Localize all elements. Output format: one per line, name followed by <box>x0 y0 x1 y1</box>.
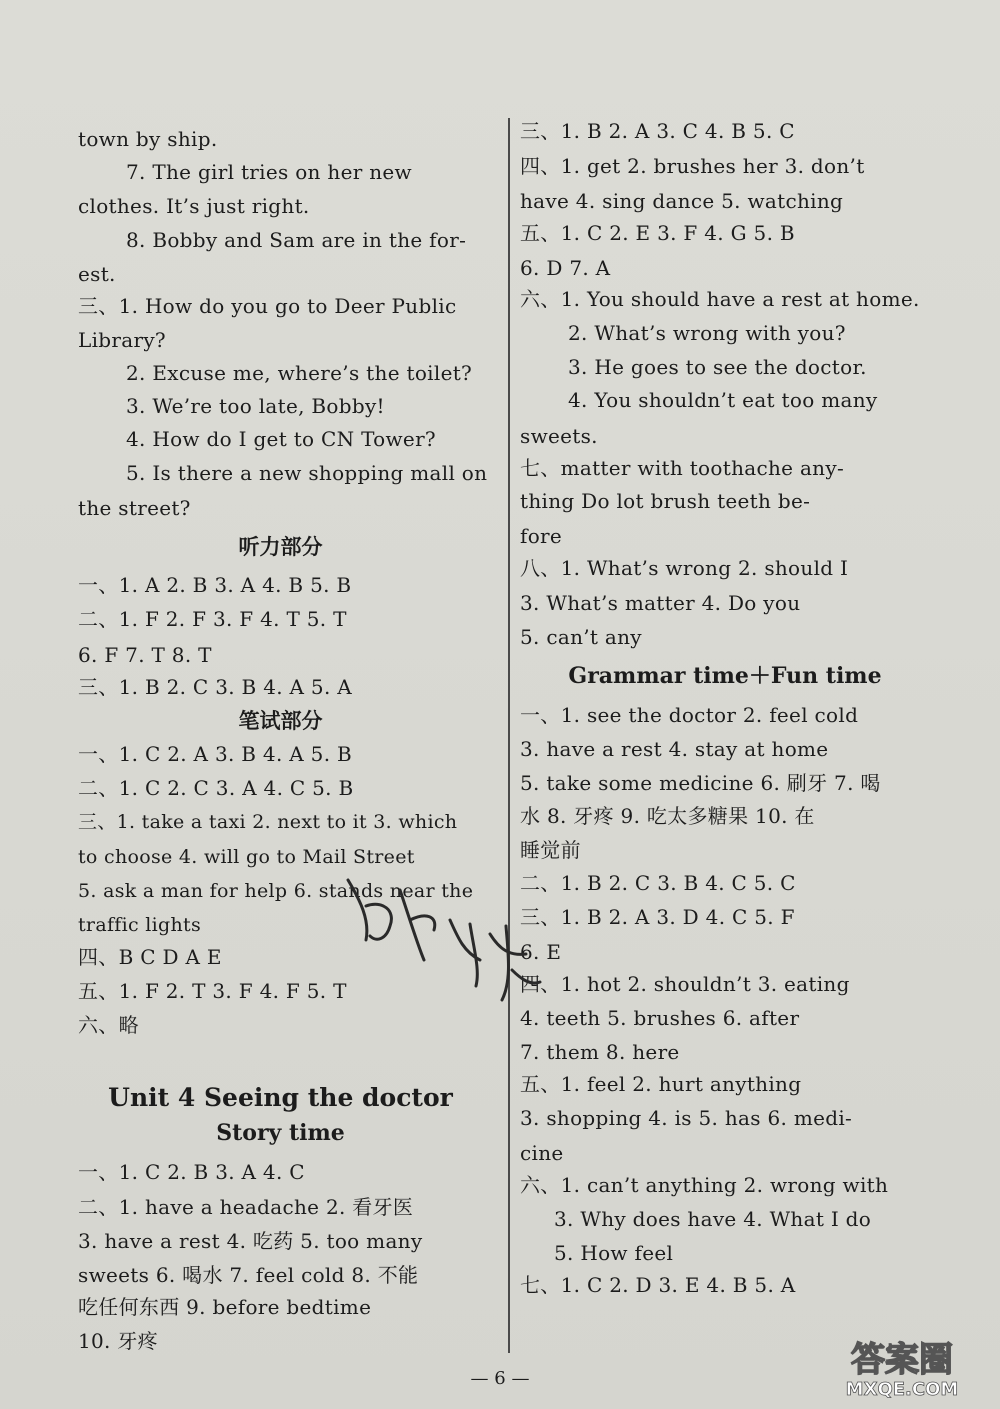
text-line: cine <box>520 1141 564 1165</box>
text-line: have 4. sing dance 5. watching <box>520 189 844 213</box>
text-line: to choose 4. will go to Mail Street <box>78 846 415 868</box>
text-line: 一、1. C 2. B 3. A 4. C <box>78 1160 305 1184</box>
text-line: 四、B C D A E <box>78 945 222 969</box>
text-line: 五、1. F 2. T 3. F 4. F 5. T <box>78 979 347 1003</box>
text-line: 6. F 7. T 8. T <box>78 643 212 667</box>
text-line: 7. The girl tries on her new <box>126 160 412 184</box>
text-line: 6. D 7. A <box>520 256 611 280</box>
text-line: 四、1. get 2. brushes her 3. don’t <box>520 154 865 178</box>
text-line: 五、1. feel 2. hurt anything <box>520 1072 802 1096</box>
text-line: thing Do lot brush teeth be- <box>520 489 811 513</box>
page-number: — 6 — <box>470 1368 530 1389</box>
text-line: sweets 6. 喝水 7. feel cold 8. 不能 <box>78 1263 419 1287</box>
text-line: 4. teeth 5. brushes 6. after <box>520 1006 800 1030</box>
text-line: 3. We’re too late, Bobby! <box>126 394 385 418</box>
text-line: 3. He goes to see the doctor. <box>568 355 867 379</box>
text-line: 5. How feel <box>554 1241 674 1265</box>
text-line: 水 8. 牙疼 9. 吃太多糖果 10. 在 <box>520 804 815 828</box>
text-line: 睡觉前 <box>520 838 581 862</box>
text-line: fore <box>520 524 563 548</box>
text-line: 7. them 8. here <box>520 1040 680 1064</box>
text-line: 6. E <box>520 940 562 964</box>
text-line: 2. What’s wrong with you? <box>568 321 846 345</box>
text-line: 2. Excuse me, where’s the toilet? <box>126 361 473 385</box>
text-line: 一、1. C 2. A 3. B 4. A 5. B <box>78 742 353 766</box>
handwritten-scribble <box>330 860 560 1020</box>
text-line: 3. shopping 4. is 5. has 6. medi- <box>520 1106 853 1130</box>
text-line: traffic lights <box>78 914 202 936</box>
text-line: 三、1. B 2. A 3. D 4. C 5. F <box>520 905 795 929</box>
text-line: 二、1. have a headache 2. 看牙医 <box>78 1195 414 1219</box>
text-line: 七、matter with toothache any- <box>520 456 845 480</box>
text-line: 3. What’s matter 4. Do you <box>520 591 801 615</box>
text-line: est. <box>78 262 116 286</box>
text-line: 七、1. C 2. D 3. E 4. B 5. A <box>520 1273 796 1297</box>
section-heading-listening: 听力部分 <box>238 534 323 559</box>
text-line: Library? <box>78 328 166 352</box>
text-line: 4. How do I get to CN Tower? <box>126 427 436 451</box>
text-line: 六、1. You should have a rest at home. <box>520 287 920 311</box>
text-line: 二、1. F 2. F 3. F 4. T 5. T <box>78 607 347 631</box>
text-line: 5. can’t any <box>520 625 642 649</box>
text-line: 六、1. can’t anything 2. wrong with <box>520 1173 889 1197</box>
svg-text:答案圈: 答案圈 <box>851 1340 953 1380</box>
section-heading-written: 笔试部分 <box>238 708 323 733</box>
text-line: 4. You shouldn’t eat too many <box>568 388 878 412</box>
text-line: sweets. <box>520 424 598 448</box>
text-line: 吃任何东西 9. before bedtime <box>78 1295 372 1319</box>
text-line: 8. Bobby and Sam are in the for- <box>126 228 467 252</box>
text-line: clothes. It’s just right. <box>78 194 310 218</box>
text-line: 5. Is there a new shopping mall on <box>126 461 488 485</box>
text-line: 3. have a rest 4. 吃药 5. too many <box>78 1229 423 1253</box>
svg-text:MXQE.COM: MXQE.COM <box>845 1379 959 1400</box>
text-line: 八、1. What’s wrong 2. should I <box>520 556 849 580</box>
text-line: the street? <box>78 496 191 520</box>
text-line: 六、略 <box>78 1013 139 1037</box>
column-divider <box>508 118 510 1353</box>
text-line: 3. have a rest 4. stay at home <box>520 737 829 761</box>
text-line: 三、1. How do you go to Deer Public <box>78 294 457 318</box>
watermark-logo <box>812 1331 992 1401</box>
text-line: 3. Why does have 4. What I do <box>554 1207 872 1231</box>
text-line: 5. ask a man for help 6. stands near the <box>78 880 474 902</box>
text-line: 五、1. C 2. E 3. F 4. G 5. B <box>520 221 795 245</box>
text-line: 三、1. B 2. C 3. B 4. A 5. A <box>78 675 353 699</box>
text-line: town by ship. <box>78 127 218 151</box>
text-line: 三、1. B 2. A 3. C 4. B 5. C <box>520 119 795 143</box>
text-line: 5. take some medicine 6. 刷牙 7. 喝 <box>520 771 881 795</box>
watermark-graphic <box>812 1331 992 1401</box>
text-line: 10. 牙疼 <box>78 1329 158 1353</box>
text-line: 一、1. see the doctor 2. feel cold <box>520 703 859 727</box>
text-line: 二、1. B 2. C 3. B 4. C 5. C <box>520 871 796 895</box>
text-line: 三、1. take a taxi 2. next to it 3. which <box>78 811 458 833</box>
story-time-heading: Story time <box>216 1120 345 1146</box>
text-line: 二、1. C 2. C 3. A 4. C 5. B <box>78 776 354 800</box>
unit-title: Unit 4 Seeing the doctor <box>108 1083 453 1112</box>
text-line: 四、1. hot 2. shouldn’t 3. eating <box>520 972 850 996</box>
grammar-time-heading: Grammar time＋Fun time <box>568 663 882 689</box>
text-line: 一、1. A 2. B 3. A 4. B 5. B <box>78 573 352 597</box>
